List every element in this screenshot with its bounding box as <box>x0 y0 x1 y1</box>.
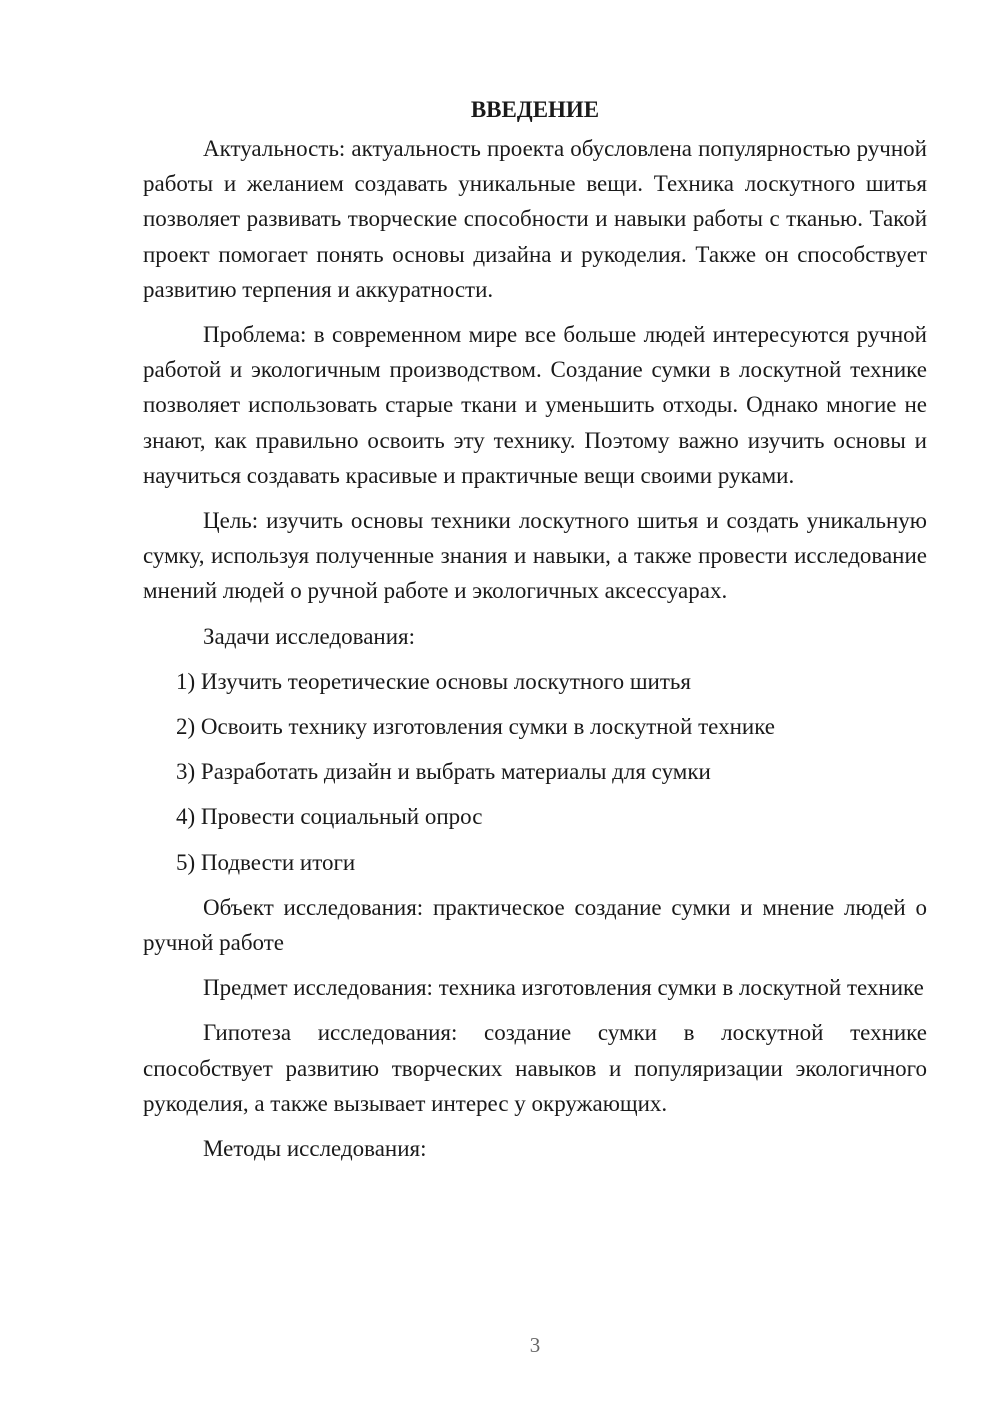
problem-paragraph: Проблема: в современном мире все больше людей интересуются ручной работой и экологичным производством. Создание сумки в лоскутной технике позволяет использовать старые ткани и уменьшить отходы. Однако многие не знают, как правильно освоить эту технику. Поэтому важно изучить основы и научиться создавать красивые и практичные вещи своими руками. <box>143 322 927 488</box>
list-item: 1) Изучить теоретические основы лоскутного шитья <box>176 668 691 694</box>
list-item: 3) Разработать дизайн и выбрать материалы для сумки <box>176 759 711 785</box>
tasks-heading: Задачи исследования: <box>203 623 416 649</box>
methods-heading: Методы исследования: <box>203 1136 427 1162</box>
subject-paragraph: Предмет исследования: техника изготовления сумки в лоскутной технике <box>203 975 924 1001</box>
list-item: 2) Освоить технику изготовления сумки в лоскутной технике <box>176 714 775 740</box>
relevance-paragraph: Актуальность: актуальность проекта обусловлена популярностью ручной работы и желанием создавать уникальные вещи. Техника лоскутного шитья позволяет развивать творческие способности и навыки работы с тканью. Такой проект помогает понять основы дизайна и рукоделия. Также он способствует развитию терпения и аккуратности. <box>143 136 927 302</box>
list-item: 4) Провести социальный опрос <box>176 804 483 830</box>
hypothesis-paragraph: Гипотеза исследования: создание сумки в лоскутной технике способствует развитию творческих навыков и популяризации экологичного рукоделия, а также вызывает интерес у окружающих. <box>143 1020 927 1116</box>
object-paragraph: Объект исследования: практическое создание сумки и мнение людей о ручной работе <box>143 894 927 956</box>
goal-paragraph: Цель: изучить основы техники лоскутного шитья и создать уникальную сумку, используя полученные знания и навыки, а также провести исследование мнений людей о ручной работе и экологичных аксессуарах. <box>143 508 927 604</box>
page-number: 3 <box>529 1333 541 1357</box>
tasks-list <box>143 664 927 880</box>
page-title: ВВЕДЕНИЕ <box>470 97 600 122</box>
list-item: 5) Подвести итоги <box>176 849 356 875</box>
page-content <box>143 92 927 1176</box>
